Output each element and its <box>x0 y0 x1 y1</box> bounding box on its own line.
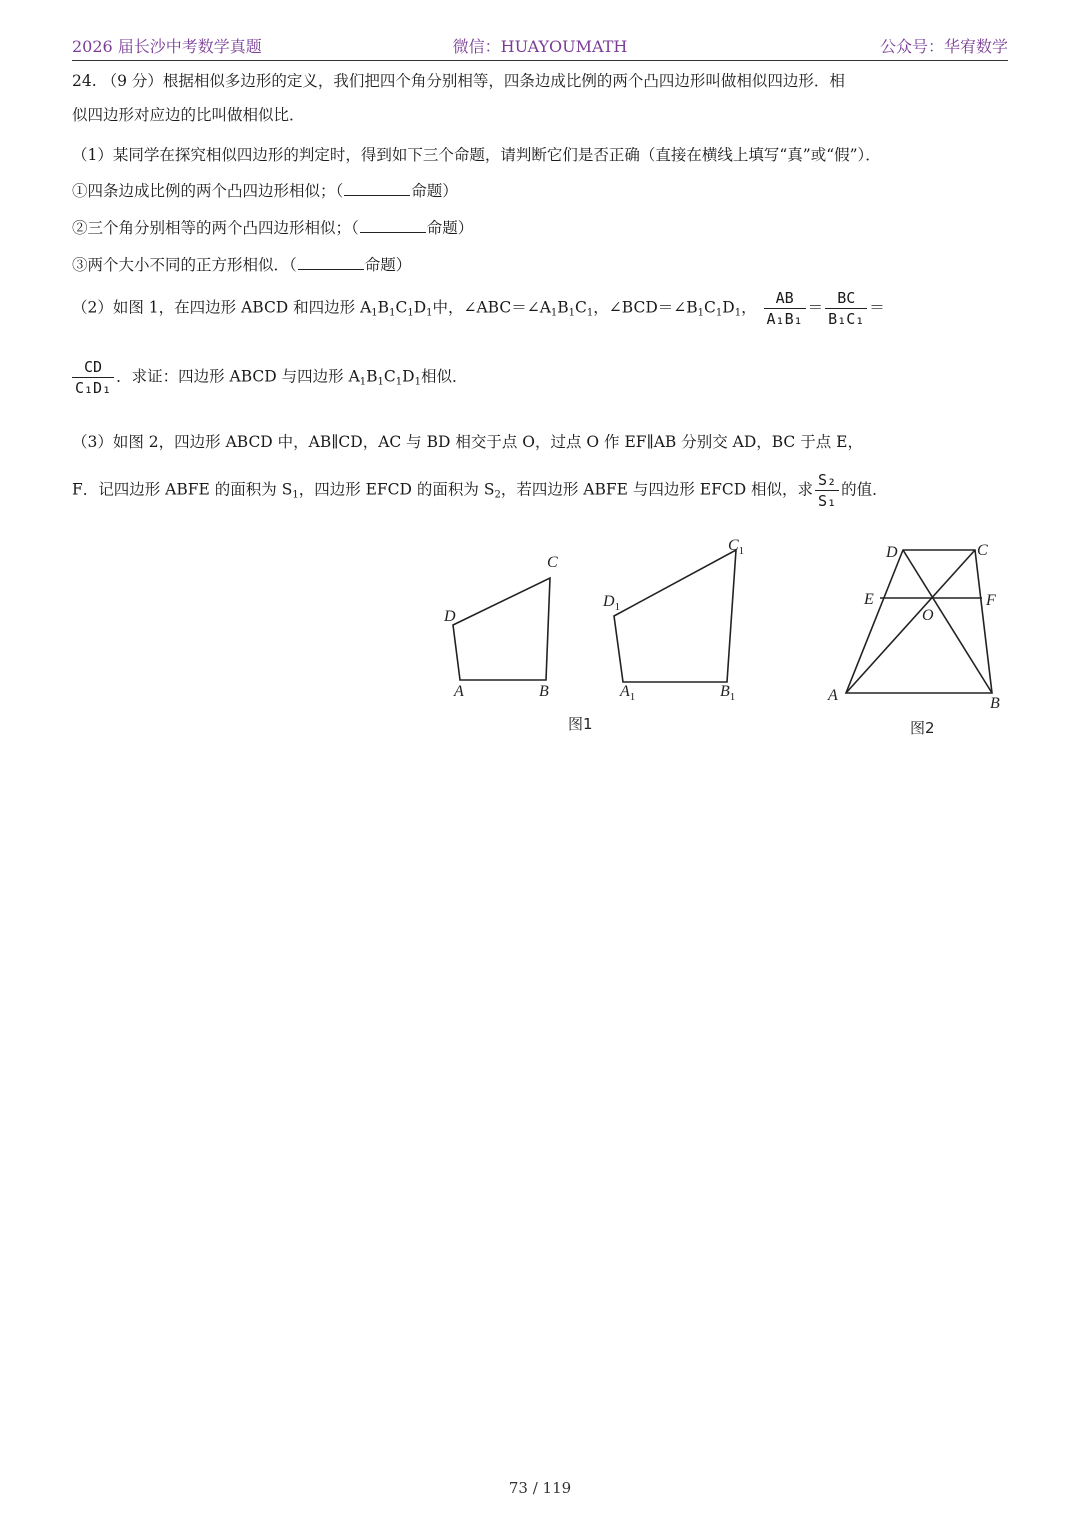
figure-1-caption: 图1 <box>568 715 593 733</box>
header-title: 2026 届长沙中考数学真题 <box>72 37 262 56</box>
question-line-1: 24. （9 分）根据相似多边形的定义，我们把四个角分别相等，四条边成比例的两个凸四边形叫做相似四边形．相 <box>72 72 845 90</box>
header-wechat: 微信：HUAYOUMATH <box>452 37 628 56</box>
diagonal-bd <box>903 550 992 693</box>
fraction-cd: $\frac{CD}{\text{C₁D₁}}$ <box>72 357 114 398</box>
figure-1 <box>430 530 770 750</box>
proposition-3: ③两个大小不同的正方形相似．（ 命题） <box>72 256 412 274</box>
quadrilateral-a1b1c1d1 <box>614 550 736 682</box>
label-a: A <box>454 683 464 700</box>
fraction-bc: $\frac{BC}{\text{B₁C₁}}$ <box>825 288 867 329</box>
label-o: O <box>922 607 934 624</box>
diagonal-ac <box>846 550 975 693</box>
proposition-2: ②三个角分别相等的两个凸四边形相似；（ 命题） <box>72 219 474 237</box>
trapezoid-abcd <box>846 550 992 693</box>
answer-blank-2[interactable] <box>360 218 426 233</box>
question-line-2: 似四边形对应边的比叫做相似比． <box>72 106 305 124</box>
label-d: D <box>444 608 456 625</box>
label-c1: $C_1$ <box>728 537 745 557</box>
label-d1: $D_1$ <box>603 593 621 613</box>
header-account: 公众号：华宥数学 <box>879 37 1008 56</box>
label-a1: $A_1$ <box>620 683 636 703</box>
label-b: B <box>539 683 549 700</box>
label-b: B <box>990 695 1000 712</box>
figure-2 <box>820 530 1020 750</box>
label-d: D <box>886 544 898 561</box>
part2-line-2: $\frac{CD}{\text{C₁D₁}}$ ．求证：四边形 ABCD 与四边形 $A_1B_1C_1D_1$相似． <box>72 357 1020 398</box>
proposition-1: ①四条边成比例的两个凸四边形相似；（ 命题） <box>72 182 458 200</box>
part3-line-2: F．记四边形 ABFE 的面积为 $S_1$，四边形 EFCD 的面积为 $S_2$，若四边形 ABFE 与四边形 EFCD 相似，求 $\frac{\text{S₂}}{\text{S₁}}$ 的值． <box>72 471 888 510</box>
answer-blank-3[interactable] <box>298 255 364 270</box>
label-f: F <box>986 592 996 609</box>
label-c: C <box>977 542 988 559</box>
label-e: E <box>864 591 874 608</box>
fraction-s2-s1: $\frac{\text{S₂}}{\text{S₁}}$ <box>815 470 839 511</box>
label-b1: $B_1$ <box>720 683 736 703</box>
page-number: 73 / 119 <box>508 1479 572 1497</box>
fraction-ab: $\frac{AB}{\text{A₁B₁}}$ <box>764 288 806 329</box>
part3-line-1: （3）如图 2，四边形 ABCD 中，AB∥CD，AC 与 BD 相交于点 O，过点 O 作 EF∥AB 分别交 AD，BC 于点 E， <box>72 433 863 451</box>
part1-intro: （1）某同学在探究相似四边形的判定时，得到如下三个命题，请判断它们是否正确（直接在横线上填写“真”或“假”）． <box>72 146 881 164</box>
label-a: A <box>828 687 838 704</box>
quadrilateral-abcd <box>453 578 550 680</box>
label-c: C <box>547 554 558 571</box>
part2-line: （2）如图 1，在四边形 ABCD 和四边形 $A_1B_1C_1D_1$中，$\angle ABC=\angle A_1B_1C_1$，$\angle BCD=\angle B_1C_1D_1$， $\frac{AB}{\text{A₁B₁}}$ ＝ $\frac{BC}{\text{B₁C₁}}$ ＝ <box>72 289 885 328</box>
figure-2-caption: 图2 <box>910 719 935 737</box>
answer-blank-1[interactable] <box>344 181 410 196</box>
page-header <box>72 34 1008 61</box>
